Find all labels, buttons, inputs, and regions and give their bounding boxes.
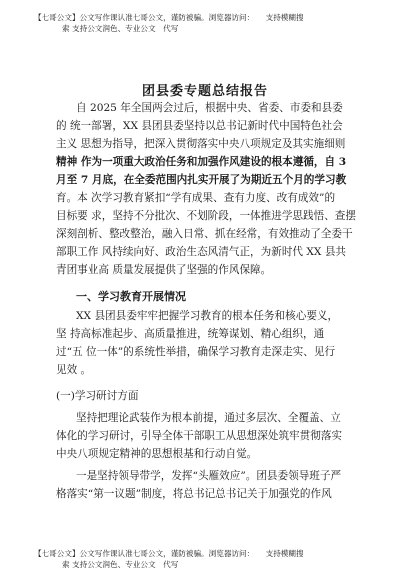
footer-line-1: 【七哥公文】公文写作课认准七哥公文，谨防被骗。浏览器访问： 支持模糊搜 [34,549,304,558]
para1-line-4: 精神 作为一项重大政治任务和加强作风建设的根本遵循，自 3 [56,156,347,168]
header-line-2: 索 支持公文润色、专业公文 代写 [62,24,179,33]
para2-line-3: 过“五 位一体”的系统性举措，确保学习教育走深走实、见行 [56,346,336,358]
para1-line-7: 目标要 求，坚持不分批次、不划阶段，一体推进学思践悟、查摆 [56,210,356,222]
para1-line-8: 深刻剖析、整改整治，融入日常、抓在经常，有效推动了全委干 [56,228,353,240]
para1-line-10: 青团事业高 质量发展提供了坚强的作风保障。 [56,264,272,276]
para1-line-3: 主义 思想为指导，把深入贯彻落实中央八项规定及其实施细则 [56,138,346,150]
para3-line-4: 一是坚持领导带学，发挥“头雁效应”。团县委领导班子严 [76,470,342,482]
para1-line-2: 的 统一部署，XX 县团县委坚持以总书记新时代中国特色社会 [56,120,343,132]
para2-line-4: 见效 。 [56,364,92,376]
para2-line-1: XX 县团县委牢牢把握学习教育的根本任务和核心要义， [76,310,339,322]
section-heading-1: 一、学习教育开展情况 [76,290,186,303]
para1-line-6: 育。本 次学习教育紧扣“学有成果、查有力度、改有成效”的 [56,192,336,204]
para1-line-9: 部职工作 风持续向好、政治生态风清气正，为新时代 XX 县共 [56,246,347,258]
header-line-1: 【七哥公文】公文写作课认准七哥公文，谨防被骗。浏览器访问： 支持模糊搜 [34,13,304,22]
para1-line-5: 月至 7 月底，在全委范围内扎实开展了为期近五个月的学习教 [56,174,347,186]
para3-line-3: 中央八项规定精神的思想根基和行动自觉。 [56,448,258,460]
para1-line-1: 自 2025 年全国两会过后，根据中央、省委、市委和县委 [76,102,343,114]
para2-line-2: 坚 持高标准起步、高质量推进，统筹谋划、精心组织，通 [56,328,325,340]
document-title: 团县委专题总结报告 [141,84,268,99]
para3-line-1: 坚持把理论武装作为根本前提，通过多层次、全覆盖、立 [76,412,341,424]
para3-line-5: 格落实“第一议题”制度，将总书记总书记关于加强党的作风 [56,488,332,500]
subsection-heading-1: (一)学习研讨方面 [56,390,139,402]
para3-line-2: 体化的学习研讨，引导全体干部职工从思想深处筑牢贯彻落实 [56,430,343,442]
watermark-footer [34,548,384,570]
watermark-header [34,12,384,34]
footer-line-2: 索 支持公文润色、专业公文 代写 [62,560,179,569]
